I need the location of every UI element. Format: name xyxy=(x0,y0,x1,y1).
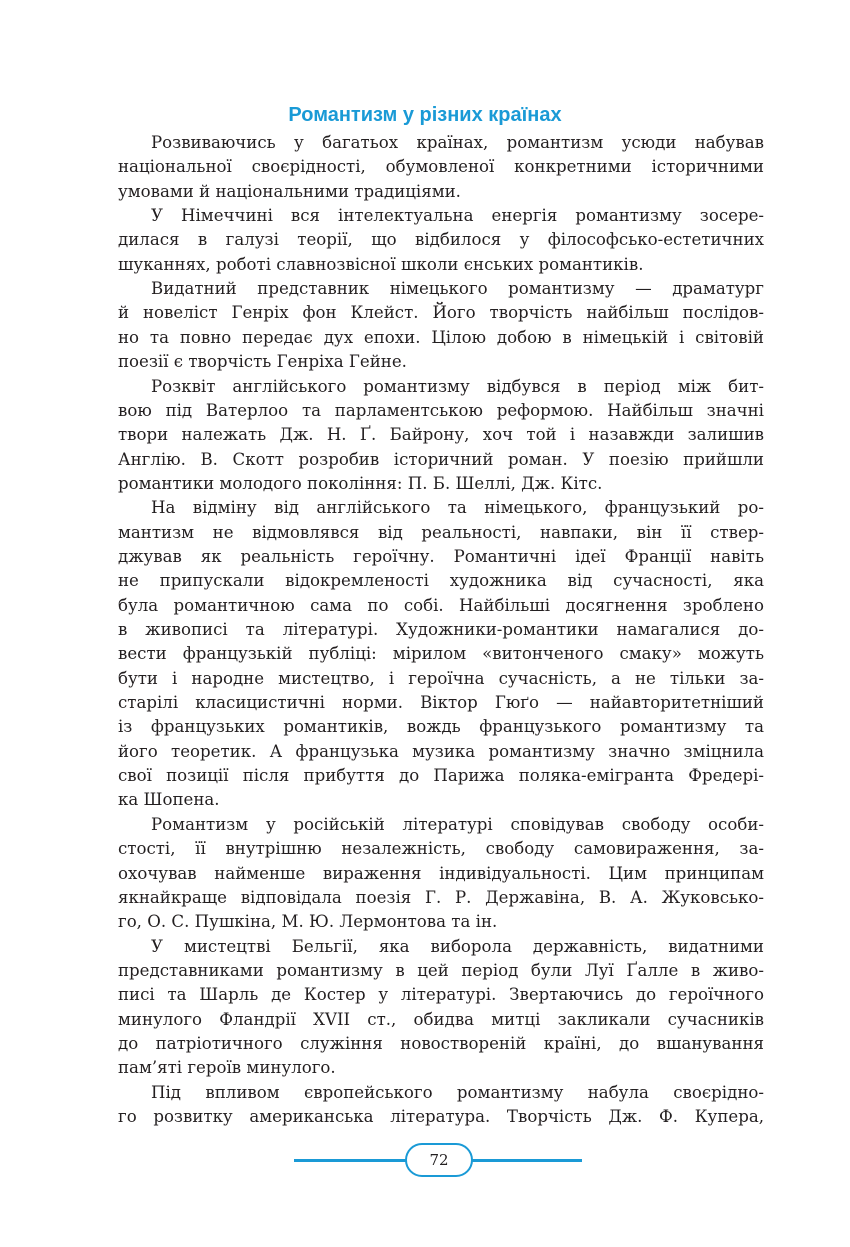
text-line: стості, її внутрішню незалежність, свободу самовираження, за- xyxy=(118,839,764,859)
text-line: У мистецтві Бельгії, яка виборола державність, видатними xyxy=(151,936,764,956)
footer-rule-right xyxy=(472,1159,582,1162)
text-line: минулого Фландрії XVII ст., обидва митці закликали сучасників xyxy=(118,1009,764,1029)
text-line: свої позиції після прибуття до Парижа поляка-емігранта Фредері- xyxy=(118,766,764,786)
text-line: Розвиваючись у багатьох країнах, романтизм усюди набував xyxy=(151,133,764,152)
text-line: охочував найменше вираження індивідуальності. Цим принципам xyxy=(118,863,764,883)
text-line: На відміну від англійського та німецького, французький ро- xyxy=(151,498,764,518)
text-line: поезії є творчість Генріха Гейне. xyxy=(118,352,407,372)
section-heading: Романтизм у різних країнах xyxy=(288,104,562,126)
text-line: писі та Шарль де Костер у літературі. Звертаючись до героїчного xyxy=(118,985,764,1005)
text-line: мантизм не відмовлявся від реальності, навпаки, він її ствер- xyxy=(118,522,764,542)
text-line: бути і народне мистецтво, і героїчна сучасність, а не тільки за- xyxy=(118,668,764,688)
text-line: до патріотичного служіння новоствореній країні, до вшанування xyxy=(118,1033,764,1053)
text-line: твори належать Дж. Н. Ґ. Байрону, хоч той і назавжди залишив xyxy=(118,425,764,445)
text-line: Під впливом європейського романтизму набула своєрідно- xyxy=(151,1082,764,1102)
text-line: умовами й національними традиціями. xyxy=(118,181,461,201)
text-line: його теоретик. А французька музика романтизму значно зміцнила xyxy=(118,741,764,761)
text-line: джував як реальність героїчну. Романтичні ідеї Франції навіть xyxy=(118,546,764,566)
text-line: го розвитку американська література. Творчість Дж. Ф. Купера, xyxy=(118,1107,764,1126)
text-line: національної своєрідності, обумовленої конкретними історичними xyxy=(118,157,764,177)
text-line: вою під Ватерлоо та парламентською реформою. Найбільш значні xyxy=(118,400,764,420)
text-line: в живописі та літературі. Художники-романтики намагалися до- xyxy=(118,620,764,639)
text-line: шуканнях, роботі славнозвісної школи єнських романтиків. xyxy=(118,254,644,274)
text-line: була романтичною сама по собі. Найбільші досягнення зроблено xyxy=(118,595,764,615)
text-line: романтики молодого покоління: П. Б. Шеллі, Дж. Кітс. xyxy=(118,473,603,493)
text-line: пам’яті героїв минулого. xyxy=(118,1058,336,1078)
text-line: якнайкраще відповідала поезія Г. Р. Державіна, В. А. Жуковсько- xyxy=(118,887,764,907)
text-line: вести французькій публіці: мірилом «витонченого смаку» можуть xyxy=(118,644,764,664)
text-line: старілі класицистичні норми. Віктор Гюґо — найавторитетніший xyxy=(118,693,764,713)
text-line: Англію. В. Скотт розробив історичний роман. У поезію прийшли xyxy=(118,449,764,469)
text-line: го, О. С. Пушкіна, М. Ю. Лермонтова та ін. xyxy=(118,912,498,932)
text-line: представниками романтизму в цей період були Луї Ґалле в живо- xyxy=(118,960,764,980)
text-line: ка Шопена. xyxy=(118,790,220,810)
text-line: но та повно передає дух епохи. Цілою добою в німецькій і світовій xyxy=(118,327,764,347)
footer-rule-left xyxy=(294,1159,406,1162)
text-line: Розквіт англійського романтизму відбувся в період між бит- xyxy=(151,376,764,396)
text-line: не припускали відокремленості художника від сучасності, яка xyxy=(118,571,764,591)
text-line: дилася в галузі теорії, що відбилося у філософсько-естетичних xyxy=(118,230,764,250)
text-line: й новеліст Генріх фон Клейст. Його творчість найбільш послідов- xyxy=(118,303,764,323)
page-number: 72 xyxy=(405,1143,473,1177)
text-line: із французьких романтиків, вождь французького романтизму та xyxy=(118,717,764,737)
text-line: Романтизм у російській літературі сповідував свободу особи- xyxy=(151,814,764,834)
text-line: У Німеччині вся інтелектуальна енергія романтизму зосере- xyxy=(151,206,764,226)
text-line: Видатний представник німецького романтизму — драматург xyxy=(151,279,764,299)
